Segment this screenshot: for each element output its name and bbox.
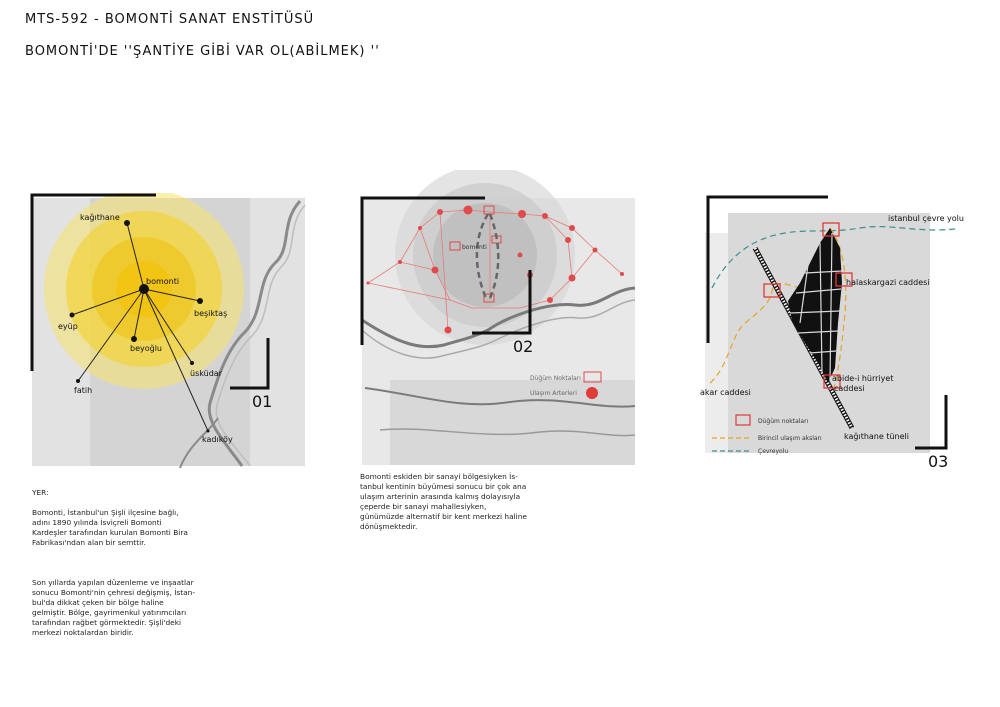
node-map: [360, 170, 640, 470]
panel-number-02: 02: [513, 337, 534, 356]
panel-road-map: [700, 193, 980, 473]
road-map: [700, 193, 980, 473]
legend-primary-label: Birincil ulaşım aksları: [758, 435, 822, 442]
legend-arteries-symbol: [586, 387, 598, 399]
map-water-area: [390, 380, 635, 465]
label-tunel: kağıthane tüneli: [844, 432, 909, 441]
label-abide-line1: abide-i hürriyet: [832, 374, 894, 383]
panel-node-map: [360, 170, 640, 470]
page-title: MTS-592 - BOMONTİ SANAT ENSTİTÜSÜ: [25, 12, 315, 27]
label-beyoglu: beyoğlu: [130, 344, 162, 353]
legend-nodes-label: Düğüm Noktaları: [530, 375, 581, 382]
label-besiktas: beşiktaş: [194, 309, 228, 318]
legend-ring-label: Çevreyolu: [758, 448, 789, 455]
point-kagithane: [124, 220, 130, 226]
point-beyoglu: [131, 336, 137, 342]
label-halaskargazi: halaskargazi caddesi: [846, 278, 930, 287]
panel-number-01: 01: [252, 392, 273, 411]
label-kagithane: kağıthane: [80, 213, 120, 222]
label-uskudar: üsküdar: [190, 369, 222, 378]
location-text: [32, 478, 272, 648]
location-map: [30, 193, 310, 473]
point-eyup: [70, 313, 75, 318]
legend-nodes-label: Düğüm noktaları: [758, 418, 809, 425]
legend-arteries-label: Ulaşım Arterleri: [530, 390, 577, 397]
node-text: Bomonti eskiden bir sanayi bölgesiyken İs- tanbul kentinin büyümesi sonucu bir çok ana ulaşım arterinin arasında kalmış dolayısıyla çeperde bir sanayi mahallesiyken, günümüzde alternatif bir kent merkezi haline dönüşmektedir.: [360, 472, 527, 531]
label-kadikoy: kadıköy: [202, 435, 233, 444]
label-cevre-yolu: istanbul çevre yolu: [888, 214, 964, 223]
point-besiktas: [197, 298, 203, 304]
panel-location-map: [30, 193, 310, 473]
label-bomonti: bomonti: [462, 244, 487, 251]
label-eyup: eyüp: [58, 322, 78, 331]
page-subtitle: BOMONTİ'DE ''ŞANTİYE GİBİ VAR OL(ABİLMEK) '': [25, 44, 380, 59]
label-akar: akar caddesi: [700, 388, 751, 397]
label-bomonti: bomonti: [146, 277, 180, 286]
label-abide-line2: caddesi: [834, 384, 865, 393]
label-fatih: fatih: [74, 386, 93, 395]
point-kadikoy: [207, 430, 210, 433]
location-paragraph-2: Son yıllarda yapılan düzenleme ve inşaatlar sonucu Bomonti'nin çehresi değişmiş, İstan- bul'da dikkat çeken bir bölge haline gelmiştir. Bölge, gayrimenkul yatırımcıları tarafından rağbet görmektedir. Şişli'deki merkezi noktalardan biridir.: [32, 578, 196, 637]
point-uskudar: [190, 361, 194, 365]
point-fatih: [76, 379, 80, 383]
panel-number-03: 03: [928, 452, 949, 471]
location-paragraph-1: Bomonti, İstanbul'un Şişli ilçesine bağlı, adını 1890 yılında İsviçreli Bomonti Kardeşler tarafından kurulan Bomonti Bira Fabrikası'ndan alan bir semttir.: [32, 508, 188, 547]
location-heading: YER:: [32, 488, 49, 497]
